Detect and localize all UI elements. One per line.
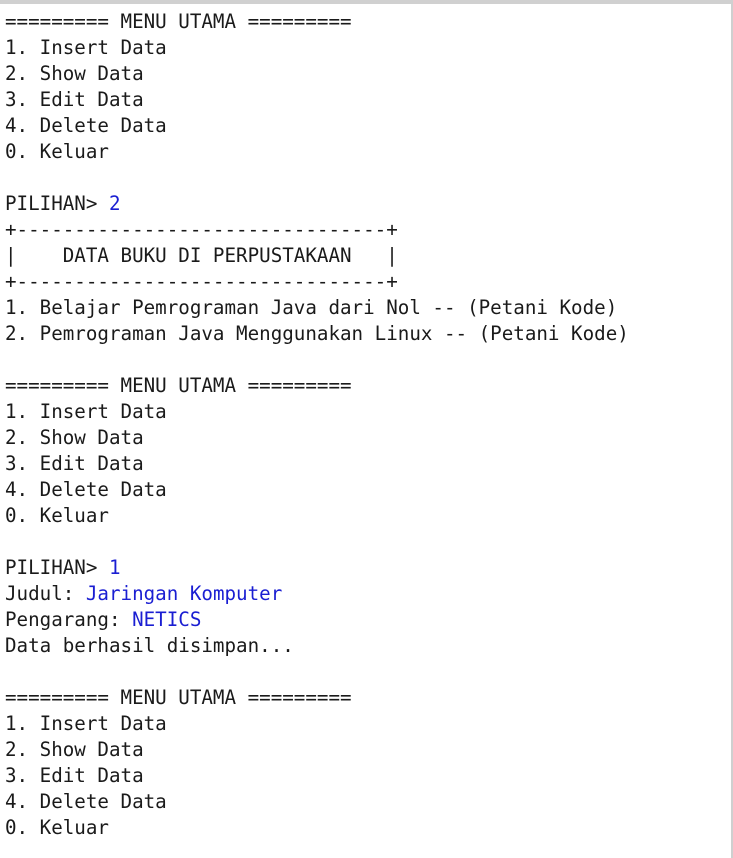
console-line	[5, 451, 727, 477]
console-line	[5, 321, 727, 347]
console-line	[5, 477, 727, 503]
console-line	[5, 659, 727, 685]
console-output-text: 2. Pemrograman Java Menggunakan Linux -- (Petani Kode)	[5, 322, 629, 345]
console-output-text: 4. Delete Data	[5, 790, 167, 813]
console-output-text: | DATA BUKU DI PERPUSTAKAAN |	[5, 244, 398, 267]
console-output-text: 3. Edit Data	[5, 764, 144, 787]
console-output-text: 4. Delete Data	[5, 478, 167, 501]
console-line	[5, 243, 727, 269]
console-line	[5, 113, 727, 139]
console-output-text: 0. Keluar	[5, 816, 109, 839]
console-line	[5, 425, 727, 451]
console-output-text: PILIHAN>	[5, 192, 109, 215]
user-input-text: Jaringan Komputer	[85, 582, 283, 605]
user-input-text: 2	[108, 192, 121, 215]
console-output-text: Pengarang:	[5, 608, 133, 631]
console-line	[5, 217, 727, 243]
console-output-text: 4. Delete Data	[5, 114, 167, 137]
console-output-text: 1. Insert Data	[5, 712, 167, 735]
console-output-text: 0. Keluar	[5, 140, 109, 163]
console-line	[5, 529, 727, 555]
console-output-text: 1. Insert Data	[5, 36, 167, 59]
console-line	[5, 165, 727, 191]
console-line	[5, 35, 727, 61]
console-line	[5, 295, 727, 321]
console-output-text: Judul:	[5, 582, 86, 605]
console-output-text: 1. Insert Data	[5, 400, 167, 423]
user-input-text: NETICS	[132, 608, 202, 631]
console-line	[5, 607, 727, 633]
console-line	[5, 191, 727, 217]
console-output-text: Data berhasil disimpan...	[5, 634, 294, 657]
console-line	[5, 87, 727, 113]
console-output-text: PILIHAN>	[5, 556, 109, 579]
console-line	[5, 711, 727, 737]
console-output-text: ========= MENU UTAMA =========	[5, 686, 352, 709]
console-line	[5, 815, 727, 841]
console-line	[5, 347, 727, 373]
console-output-text: 2. Show Data	[5, 62, 144, 85]
console-output-text: ========= MENU UTAMA =========	[5, 10, 352, 33]
console-line	[5, 503, 727, 529]
console-line	[5, 633, 727, 659]
console-line	[5, 9, 727, 35]
console-line	[5, 789, 727, 815]
console-output-text: 0. Keluar	[5, 504, 109, 527]
console-line	[5, 555, 727, 581]
console-line	[5, 763, 727, 789]
console-output-text: 3. Edit Data	[5, 88, 144, 111]
console-line	[5, 61, 727, 87]
console-output-text: 1. Belajar Pemrograman Java dari Nol -- (Petani Kode)	[5, 296, 618, 319]
console-line	[5, 685, 727, 711]
console-output-text: +--------------------------------+	[5, 270, 398, 293]
console-line	[5, 269, 727, 295]
console-output-text: 2. Show Data	[5, 738, 144, 761]
console-line	[5, 581, 727, 607]
console-output-text: +--------------------------------+	[5, 218, 398, 241]
console-output-text: 2. Show Data	[5, 426, 144, 449]
console-line	[5, 737, 727, 763]
console-output-text: ========= MENU UTAMA =========	[5, 374, 352, 397]
console-output-text: 3. Edit Data	[5, 452, 144, 475]
console-line	[5, 139, 727, 165]
user-input-text: 1	[108, 556, 121, 579]
console-line	[5, 373, 727, 399]
console-line	[5, 399, 727, 425]
console-lines	[5, 9, 727, 841]
